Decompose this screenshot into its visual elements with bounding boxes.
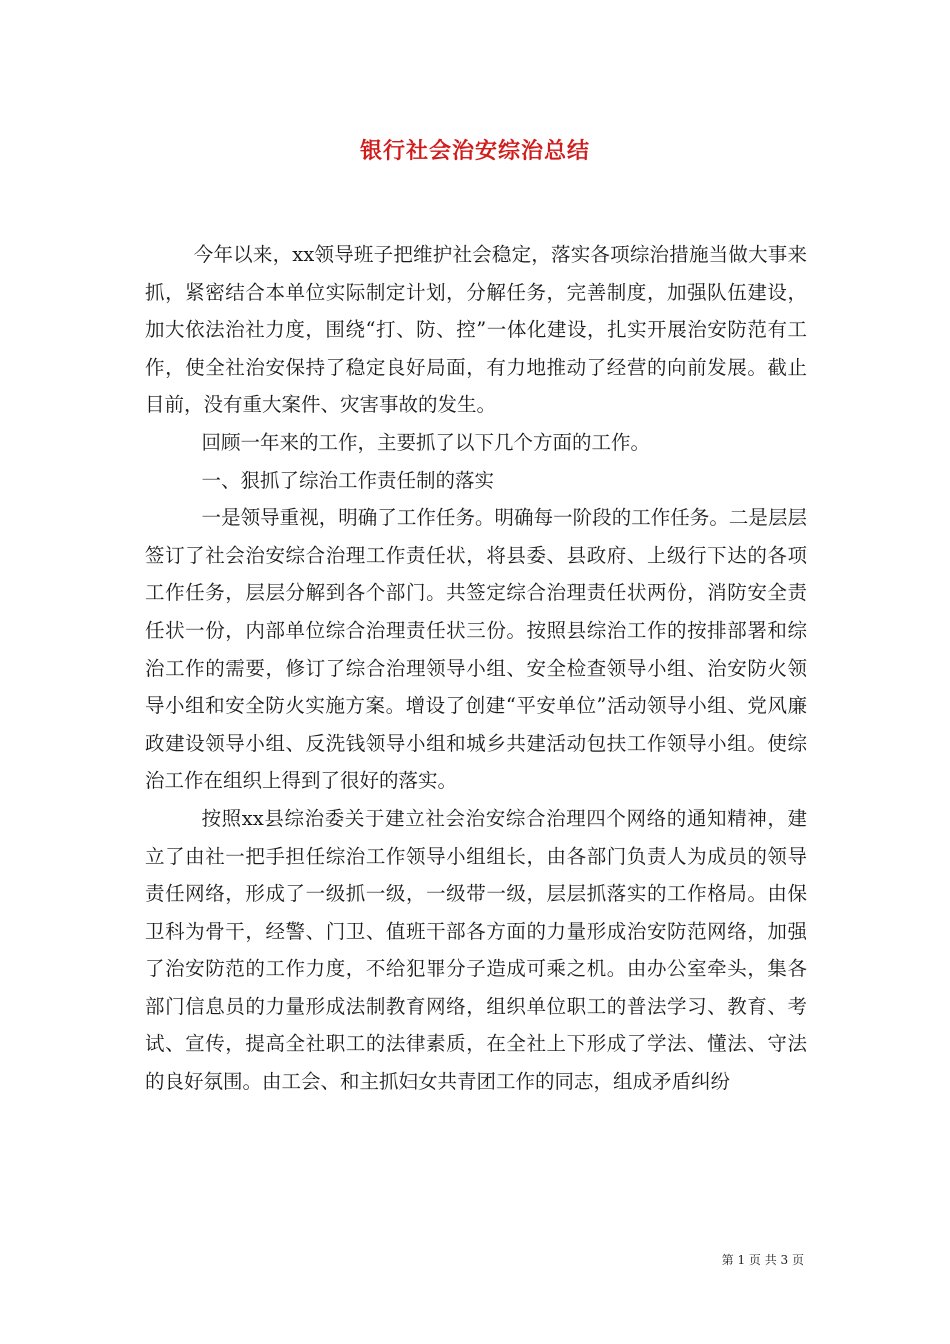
- paragraph-responsibility: 一是领导重视，明确了工作任务。明确每一阶段的工作任务。二是层层签订了社会治安综合治理工作责任状，将县委、县政府、上级行下达的各项工作任务，层层分解到各个部门。共签定综合治理责任状两份，消防安全责任状一份，内部单位综合治理责任状三份。按照县综治工作的按排部署和综治工作的需要，修订了综合治理领导小组、安全检查领导小组、治安防火领导小组和安全防火实施方案。增设了创建“平安单位”活动领导小组、党风廉政建设领导小组、反洗钱领导小组和城乡共建活动包扶工作领导小组。使综治工作在组织上得到了很好的落实。: [145, 506, 807, 793]
- page-number-footer: 第 1 页 共 3 页: [721, 1253, 804, 1267]
- paragraph-intro: 今年以来，xx领导班子把维护社会稳定，落实各项综治措施当做大事来抓，紧密结合本单位实际制定计划，分解任务，完善制度，加强队伍建设，加大依法治社力度，围绕“打、防、控”一体化建设，扎实开展治安防范有工作，使全社治安保持了稳定良好局面，有力地推动了经营的向前发展。截止目前，没有重大案件、灾害事故的发生。: [145, 243, 807, 417]
- document-title: 银行社会治安综治总结: [359, 139, 590, 164]
- document-body: [145, 236, 807, 1101]
- paragraph-networks: 按照xx县综治委关于建立社会治安综合治理四个网络的通知精神，建立了由社一把手担任综治工作领导小组组长，由各部门负责人为成员的领导责任网络，形成了一级抓一级，一级带一级，层层抓落实的工作格局。由保卫科为骨干，经警、门卫、值班干部各方面的力量形成治安防范网络，加强了治安防范的工作力度，不给犯罪分子造成可乘之机。由办公室牵头，集各部门信息员的力量形成法制教育网络，组织单位职工的普法学习、教育、考试、宣传，提高全社职工的法律素质，在全社上下形成了学法、懂法、守法的良好氛围。由工会、和主抓妇女共青团工作的同志，组成矛盾纠纷: [145, 806, 807, 1094]
- section-heading-1: 一、狠抓了综治工作责任制的落实: [201, 468, 495, 492]
- paragraph-review: 回顾一年来的工作，主要抓了以下几个方面的工作。: [201, 430, 651, 454]
